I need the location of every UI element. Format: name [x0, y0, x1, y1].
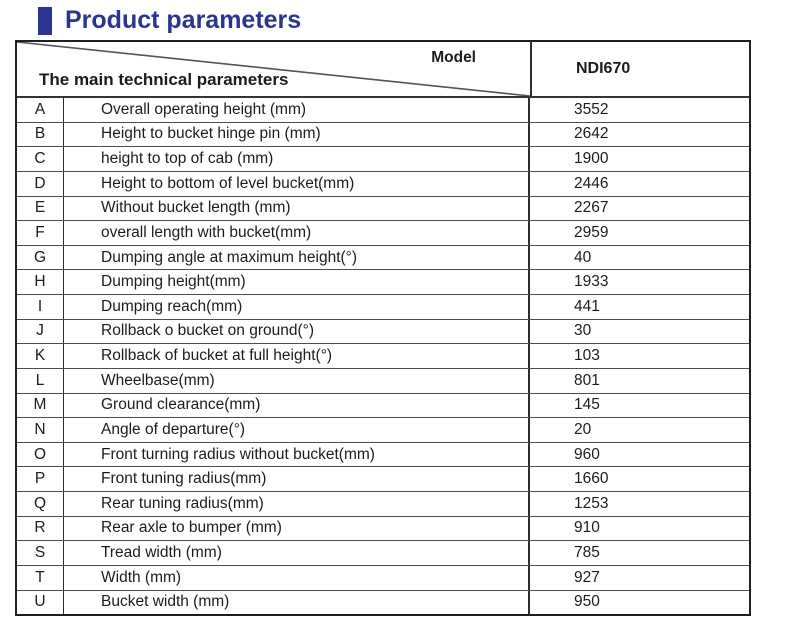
row-value-cell: 103 — [528, 344, 749, 368]
row-key-cell: F — [17, 221, 64, 245]
row-value-cell: 960 — [528, 443, 749, 467]
row-parameter-cell: Dumping reach(mm) — [101, 297, 243, 315]
header-model-label: Model — [431, 49, 476, 66]
title-bar — [38, 6, 301, 35]
table-row — [17, 319, 749, 344]
row-key-cell: O — [17, 443, 64, 467]
row-parameter-cell: Wheelbase(mm) — [101, 371, 215, 389]
row-key-cell: U — [17, 591, 64, 615]
row-value-cell: 910 — [528, 517, 749, 541]
table-row — [17, 146, 749, 171]
row-key-cell: L — [17, 369, 64, 393]
row-key-cell: P — [17, 467, 64, 491]
row-key-cell: I — [17, 295, 64, 319]
table-row — [17, 171, 749, 196]
table-row — [17, 466, 749, 491]
parameters-table — [15, 40, 751, 616]
row-value-cell: 3552 — [528, 98, 749, 122]
table-row — [17, 294, 749, 319]
row-value-cell: 950 — [528, 591, 749, 615]
table-row — [17, 343, 749, 368]
row-parameter-cell: Dumping height(mm) — [101, 273, 246, 291]
table-body — [17, 98, 749, 614]
row-value-cell: 2959 — [528, 221, 749, 245]
row-key-cell: S — [17, 541, 64, 565]
row-value-cell: 1660 — [528, 467, 749, 491]
table-row — [17, 122, 749, 147]
row-parameter-cell: Rollback o bucket on ground(°) — [101, 322, 314, 340]
row-parameter-cell: Rollback of bucket at full height(°) — [101, 347, 333, 365]
table-row — [17, 442, 749, 467]
row-parameter-cell: Rear tuning radius(mm) — [101, 494, 264, 512]
row-value-cell: 801 — [528, 369, 749, 393]
row-key-cell: N — [17, 418, 64, 442]
row-parameter-cell: Overall operating height (mm) — [101, 100, 307, 118]
row-key-cell: J — [17, 320, 64, 344]
table-row — [17, 590, 749, 615]
table-row — [17, 98, 749, 122]
row-key-cell: B — [17, 123, 64, 147]
row-value-cell: 2446 — [528, 172, 749, 196]
row-value-cell: 40 — [528, 246, 749, 270]
row-parameter-cell: Tread width (mm) — [101, 544, 222, 562]
row-value-cell: 441 — [528, 295, 749, 319]
row-value-cell: 30 — [528, 320, 749, 344]
row-value-cell: 785 — [528, 541, 749, 565]
row-parameter-cell: Width (mm) — [101, 568, 182, 586]
row-key-cell: Q — [17, 492, 64, 516]
row-parameter-cell: Angle of departure(°) — [101, 420, 246, 438]
row-key-cell: D — [17, 172, 64, 196]
row-parameter-cell: Rear axle to bumper (mm) — [101, 519, 282, 537]
row-key-cell: M — [17, 394, 64, 418]
page-title: Product parameters — [65, 6, 302, 34]
header-model-name-cell: NDI670 — [530, 42, 749, 96]
row-parameter-cell: Ground clearance(mm) — [101, 396, 261, 414]
header-parameters-label: The main technical parameters — [39, 70, 289, 89]
row-value-cell: 1933 — [528, 270, 749, 294]
table-row — [17, 220, 749, 245]
row-parameter-cell: height to top of cab (mm) — [101, 150, 274, 168]
table-row — [17, 245, 749, 270]
row-value-cell: 2267 — [528, 197, 749, 221]
table-row — [17, 491, 749, 516]
table-row — [17, 196, 749, 221]
row-value-cell: 1253 — [528, 492, 749, 516]
row-value-cell: 20 — [528, 418, 749, 442]
title-accent-bar-icon — [38, 7, 52, 35]
table-row — [17, 565, 749, 590]
row-key-cell: E — [17, 197, 64, 221]
row-key-cell: A — [17, 98, 64, 122]
row-value-cell: 1900 — [528, 147, 749, 171]
table-header-row — [17, 42, 749, 98]
row-key-cell: G — [17, 246, 64, 270]
table-row — [17, 516, 749, 541]
table-row — [17, 393, 749, 418]
row-key-cell: R — [17, 517, 64, 541]
table-row — [17, 368, 749, 393]
row-parameter-cell: Height to bucket hinge pin (mm) — [101, 125, 321, 143]
row-key-cell: K — [17, 344, 64, 368]
table-row — [17, 540, 749, 565]
row-parameter-cell: Height to bottom of level bucket(mm) — [101, 174, 355, 192]
row-value-cell: 2642 — [528, 123, 749, 147]
row-value-cell: 145 — [528, 394, 749, 418]
row-parameter-cell: overall length with bucket(mm) — [101, 223, 312, 241]
row-key-cell: T — [17, 566, 64, 590]
row-parameter-cell: Without bucket length (mm) — [101, 199, 291, 217]
row-parameter-cell: Front tuning radius(mm) — [101, 470, 267, 488]
table-row — [17, 269, 749, 294]
table-row — [17, 417, 749, 442]
row-parameter-cell: Front turning radius without bucket(mm) — [101, 445, 375, 463]
table-header-corner-cell — [17, 42, 530, 96]
row-key-cell: C — [17, 147, 64, 171]
row-parameter-cell: Dumping angle at maximum height(°) — [101, 248, 358, 266]
row-value-cell: 927 — [528, 566, 749, 590]
row-parameter-cell: Bucket width (mm) — [101, 593, 230, 611]
row-key-cell: H — [17, 270, 64, 294]
